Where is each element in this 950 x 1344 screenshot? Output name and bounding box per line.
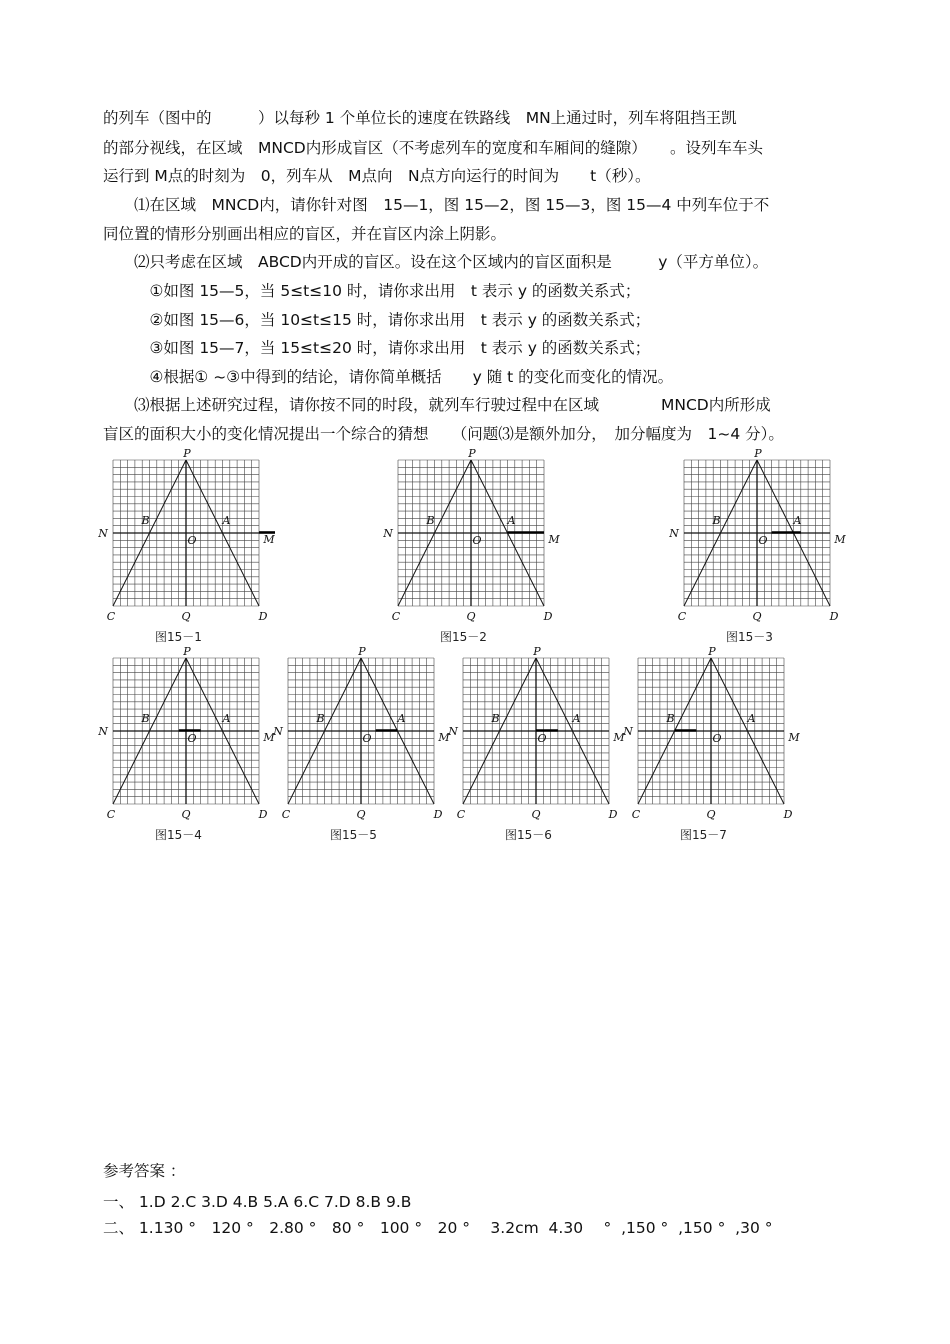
answers-line-1: 一、 1.D 2.C 3.D 4.B 5.A 6.C 7.D 8.B 9.B (103, 1193, 412, 1211)
point-label-c: C (106, 808, 116, 821)
point-label-a: A (397, 712, 406, 726)
figure (93, 446, 279, 622)
point-label-a: A (222, 712, 231, 726)
point-label-p: P (754, 447, 762, 460)
figure-caption: 图15－3 (726, 630, 773, 644)
grid-figure-svg (268, 644, 454, 820)
point-label-d: D (543, 610, 553, 623)
point-label-a: A (793, 514, 802, 528)
point-label-c: C (281, 808, 291, 821)
point-label-d: D (258, 610, 268, 623)
point-label-p: P (533, 645, 541, 658)
text-line: 盲区的面积大小的变化情况提出一个综合的猜想 （问题⑶是额外加分， 加分幅度为 1~4 分）。 (103, 425, 784, 443)
point-label-q: Q (531, 808, 541, 821)
point-label-a: A (507, 514, 516, 528)
point-label-n: N (448, 725, 458, 738)
point-label-m: M (263, 731, 275, 744)
figure (618, 644, 804, 820)
point-label-a: A (747, 712, 756, 726)
point-label-m: M (788, 731, 800, 744)
point-label-c: C (677, 610, 687, 623)
point-label-o: O (362, 732, 372, 745)
text-line: ⑴在区域 MNCD内，请你针对图 15—1，图 15—2，图 15—3，图 15—4 中列车位于不 (103, 196, 770, 214)
text-line: 的部分视线，在区域 MNCD内形成盲区（不考虑列车的宽度和车厢间的缝隙） 。设列车车头 (103, 139, 763, 157)
grid-figure-svg (93, 644, 279, 820)
point-label-d: D (433, 808, 443, 821)
point-label-c: C (106, 610, 116, 623)
point-label-a: A (572, 712, 581, 726)
figure-caption: 图15－1 (155, 630, 202, 644)
text-line: ⑶根据上述研究过程，请你按不同的时段，就列车行驶过程中在区域 MNCD内所形成 (103, 396, 771, 414)
point-label-b: B (141, 712, 150, 726)
point-label-d: D (783, 808, 793, 821)
point-label-p: P (468, 447, 476, 460)
answers-heading: 参考答案 ： (103, 1162, 186, 1180)
point-label-o: O (758, 534, 768, 547)
point-label-b: B (141, 514, 150, 528)
point-label-o: O (712, 732, 722, 745)
point-label-o: O (472, 534, 482, 547)
grid-figure-svg (443, 644, 629, 820)
point-label-o: O (187, 534, 197, 547)
point-label-p: P (183, 447, 191, 460)
grid-figure-svg (93, 446, 279, 622)
point-label-p: P (183, 645, 191, 658)
point-label-n: N (623, 725, 633, 738)
text-line: ②如图 15—6，当 10≤t≤15 时，请你求出用 t 表示 y 的函数关系式； (103, 311, 651, 329)
point-label-c: C (631, 808, 641, 821)
figure (378, 446, 564, 622)
point-label-c: C (391, 610, 401, 623)
point-label-n: N (98, 725, 108, 738)
point-label-n: N (383, 527, 393, 540)
text-line: 的列车（图中的 ）以每秒 1 个单位长的速度在铁路线 MN上通过时，列车将阻挡王凯 (103, 109, 737, 127)
point-label-q: Q (752, 610, 762, 623)
point-label-m: M (834, 533, 846, 546)
point-label-p: P (708, 645, 716, 658)
point-label-p: P (358, 645, 366, 658)
point-label-m: M (613, 731, 625, 744)
grid-figure-svg (378, 446, 564, 622)
text-line: ④根据① ~③中得到的结论，请你简单概括 y 随 t 的变化而变化的情况。 (103, 368, 674, 386)
point-label-m: M (263, 533, 275, 546)
grid-figure-svg (618, 644, 804, 820)
point-label-b: B (666, 712, 675, 726)
point-label-m: M (438, 731, 450, 744)
point-label-n: N (669, 527, 679, 540)
answers-line-2: 二、 1.130 ° 120 ° 2.80 ° 80 ° 100 ° 20 ° 3.2cm 4.30 ° ,150 ° ,150 ° ,30 ° (103, 1219, 773, 1237)
point-label-d: D (258, 808, 268, 821)
point-label-b: B (712, 514, 721, 528)
point-label-q: Q (181, 808, 191, 821)
point-label-a: A (222, 514, 231, 528)
text-line: ①如图 15—5，当 5≤t≤10 时，请你求出用 t 表示 y 的函数关系式； (103, 282, 641, 300)
figure-caption: 图15－6 (505, 828, 552, 842)
grid-figure-svg (664, 446, 850, 622)
point-label-o: O (187, 732, 197, 745)
figure (93, 644, 279, 820)
figure (443, 644, 629, 820)
figure-caption: 图15－4 (155, 828, 202, 842)
text-line: 同位置的情形分别画出相应的盲区，并在盲区内涂上阴影。 (103, 225, 507, 243)
figure-caption: 图15－2 (440, 630, 487, 644)
figure (664, 446, 850, 622)
point-label-d: D (829, 610, 839, 623)
figure-caption: 图15－7 (680, 828, 727, 842)
point-label-c: C (456, 808, 466, 821)
point-label-b: B (426, 514, 435, 528)
text-line: ③如图 15—7，当 15≤t≤20 时，请你求出用 t 表示 y 的函数关系式； (103, 339, 651, 357)
figure (268, 644, 454, 820)
text-line: ⑵只考虑在区域 ABCD内开成的盲区。设在这个区域内的盲区面积是 y（平方单位）。 (103, 253, 769, 271)
point-label-m: M (548, 533, 560, 546)
text-line: 运行到 M点的时刻为 0，列车从 M点向 N点方向运行的时间为 t（秒）。 (103, 167, 651, 185)
point-label-q: Q (706, 808, 716, 821)
point-label-q: Q (356, 808, 366, 821)
point-label-o: O (537, 732, 547, 745)
point-label-b: B (316, 712, 325, 726)
point-label-n: N (98, 527, 108, 540)
point-label-n: N (273, 725, 283, 738)
point-label-q: Q (181, 610, 191, 623)
figure-caption: 图15－5 (330, 828, 377, 842)
point-label-d: D (608, 808, 618, 821)
point-label-q: Q (466, 610, 476, 623)
point-label-b: B (491, 712, 500, 726)
